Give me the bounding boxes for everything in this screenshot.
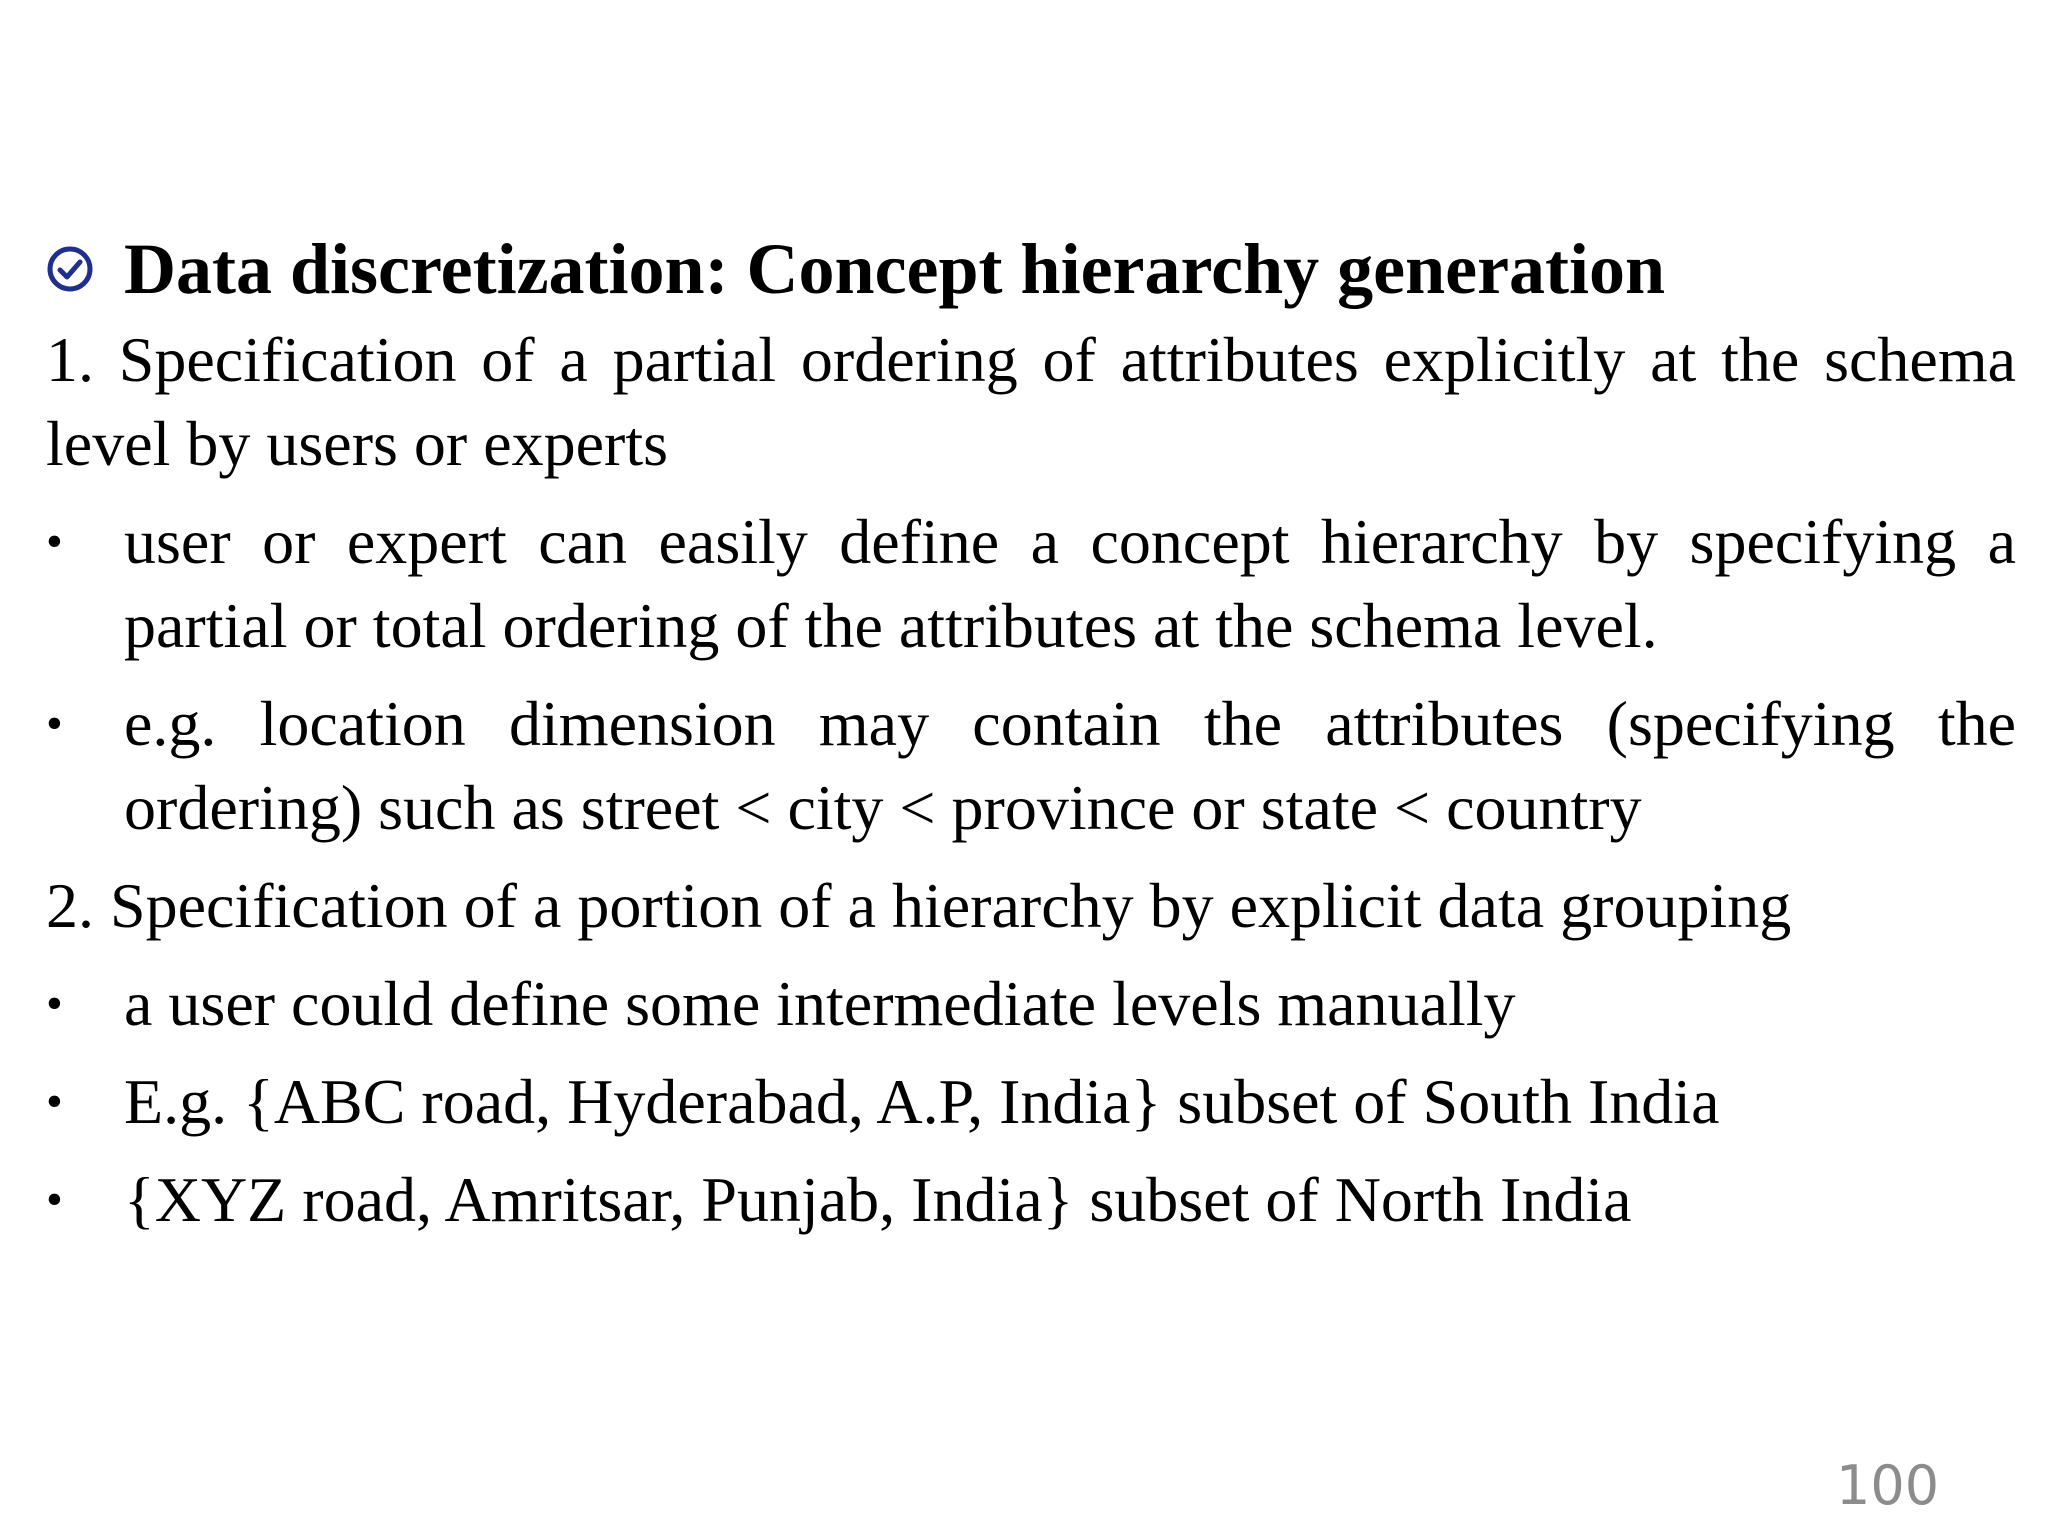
bullet-marker: • [46, 1075, 63, 1128]
heading-row [46, 222, 2016, 316]
bullet-text: E.g. {ABC road, Hyderabad, A.P, India} subset of South India [124, 1066, 1720, 1137]
bullet-marker: • [46, 515, 63, 568]
bullet-item [46, 500, 2016, 668]
slide-content [46, 222, 2016, 1242]
page-number: 100 [1836, 1454, 1940, 1517]
point-2: 2. Specification of a portion of a hierarchy by explicit data grouping [46, 870, 1792, 941]
bullet-text: {XYZ road, Amritsar, Punjab, India} subset of North India [124, 1164, 1632, 1235]
slide-heading: Data discretization: Concept hierarchy generation [124, 229, 1666, 309]
bullet-item [46, 682, 2016, 850]
bullet-item [46, 962, 2016, 1046]
point-1: 1. Specification of a partial ordering of attributes explicitly at the schema level by users or experts [46, 324, 2016, 479]
bullet-item [46, 1158, 2016, 1242]
bullet-text: user or expert can easily define a concept hierarchy by specifying a partial or total ordering of the attributes at the schema level. [124, 506, 2016, 661]
bullet-marker: • [46, 1173, 63, 1226]
bullet-marker: • [46, 977, 63, 1030]
bullet-text: e.g. location dimension may contain the attributes (specifying the ordering) such as street < city < province or state < country [124, 688, 2016, 843]
bullet-item [46, 1060, 2016, 1144]
check-circle-icon [46, 245, 94, 293]
bullet-text: a user could define some intermediate levels manually [124, 968, 1516, 1039]
bullet-marker: • [46, 697, 63, 750]
